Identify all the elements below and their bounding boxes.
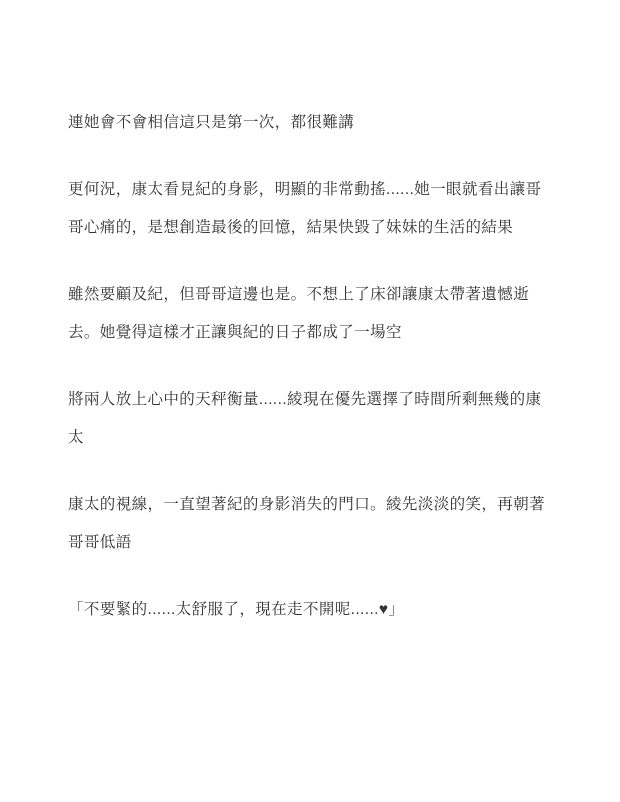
paragraph-6: 「不要緊的......太舒服了，現在走不開呢......♥」 [68,601,405,618]
paragraph-3: 雖然要顧及紀，但哥哥這邊也是。不想上了床卻讓康太帶著遺憾逝去。她覺得這樣才正讓與紀的日子都成了一場空 [68,286,530,341]
paragraph-4: 將兩人放上心中的天秤衡量......綾現在優先選擇了時間所剩無幾的康太 [68,391,542,446]
paragraph-1: 連她會不會相信這只是第一次，都很難講 [68,114,355,131]
paragraph-2: 更何況，康太看見紀的身影，明顯的非常動搖......她一眼就看出讓哥哥心痛的，是想創造最後的回憶，結果快毀了妹妹的生活的結果 [68,181,542,236]
paragraph-5: 康太的視線，一直望著紀的身影消失的門口。綾先淡淡的笑，再朝著哥哥低語 [68,496,546,551]
